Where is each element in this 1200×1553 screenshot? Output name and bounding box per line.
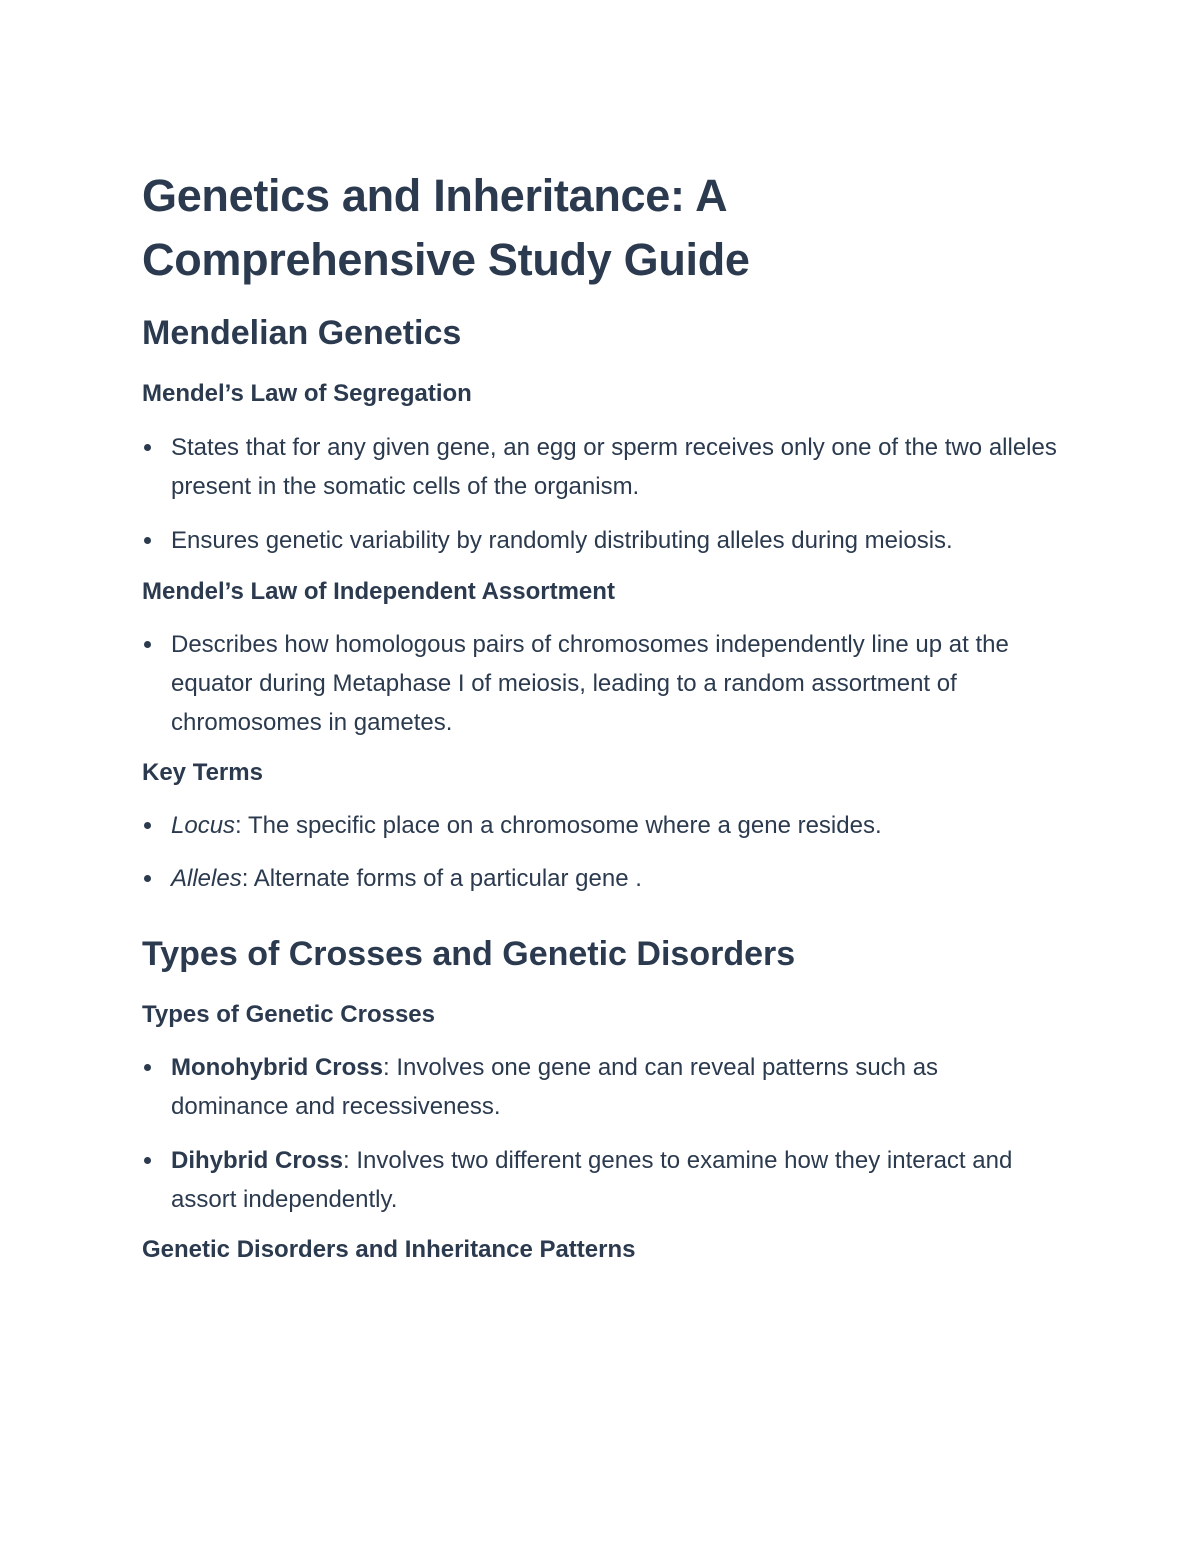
subsection-heading-segregation: Mendel’s Law of Segregation: [142, 380, 472, 407]
term-dihybrid-cross: Dihybrid Cross: [171, 1147, 344, 1174]
term-locus: Locus: [171, 812, 236, 839]
list-item-text: : Involves one gene and can reveal patterns such as dominance and recessiveness.: [171, 1054, 939, 1120]
section-heading-mendelian: Mendelian Genetics: [142, 314, 462, 352]
list-item-text: Describes how homologous pairs of chromosomes independently line up at the equator during Metaphase I of meiosis, leading to a random assortment of chromosomes in gametes.: [171, 631, 1009, 736]
bullet-icon: [144, 822, 151, 829]
list-independent-assortment: [142, 625, 1062, 742]
bullet-icon: [144, 444, 151, 451]
list-item: [142, 625, 1062, 742]
bullet-icon: [144, 875, 151, 882]
section-heading-crosses: Types of Crosses and Genetic Disorders: [142, 935, 796, 973]
subsection-heading-key-terms: Key Terms: [142, 759, 263, 786]
bullet-icon: [144, 1157, 151, 1164]
subsection-heading-genetic-crosses: Types of Genetic Crosses: [142, 1001, 435, 1028]
subsection-heading-genetic-disorders: Genetic Disorders and Inheritance Patterns: [142, 1236, 636, 1263]
bullet-icon: [144, 641, 151, 648]
document-page: [142, 164, 1062, 1267]
list-item: [142, 806, 1062, 845]
list-segregation: [142, 428, 1062, 560]
list-item: [142, 428, 1062, 506]
list-item: [142, 1048, 1062, 1126]
bullet-icon: [144, 537, 151, 544]
list-genetic-crosses: [142, 1048, 1062, 1219]
bullet-icon: [144, 1064, 151, 1071]
term-monohybrid-cross: Monohybrid Cross: [171, 1054, 384, 1081]
term-alleles: Alleles: [171, 865, 242, 892]
list-item-text: Ensures genetic variability by randomly distributing alleles during meiosis.: [171, 527, 953, 554]
list-item-text: : Involves two different genes to examine how they interact and assort independently.: [171, 1147, 1013, 1213]
list-item-text: States that for any given gene, an egg or sperm receives only one of the two alleles present in the somatic cells of the organism.: [171, 434, 1057, 500]
list-item: [142, 1141, 1062, 1219]
list-item: [142, 521, 1062, 560]
document-title: Genetics and Inheritance: A Comprehensive Study Guide: [142, 170, 750, 285]
list-item-text: : The specific place on a chromosome where a gene resides.: [235, 812, 882, 839]
subsection-heading-independent-assortment: Mendel’s Law of Independent Assortment: [142, 578, 615, 605]
list-item: [142, 859, 1062, 898]
list-key-terms: [142, 806, 1062, 898]
list-item-text: : Alternate forms of a particular gene .: [241, 865, 642, 892]
